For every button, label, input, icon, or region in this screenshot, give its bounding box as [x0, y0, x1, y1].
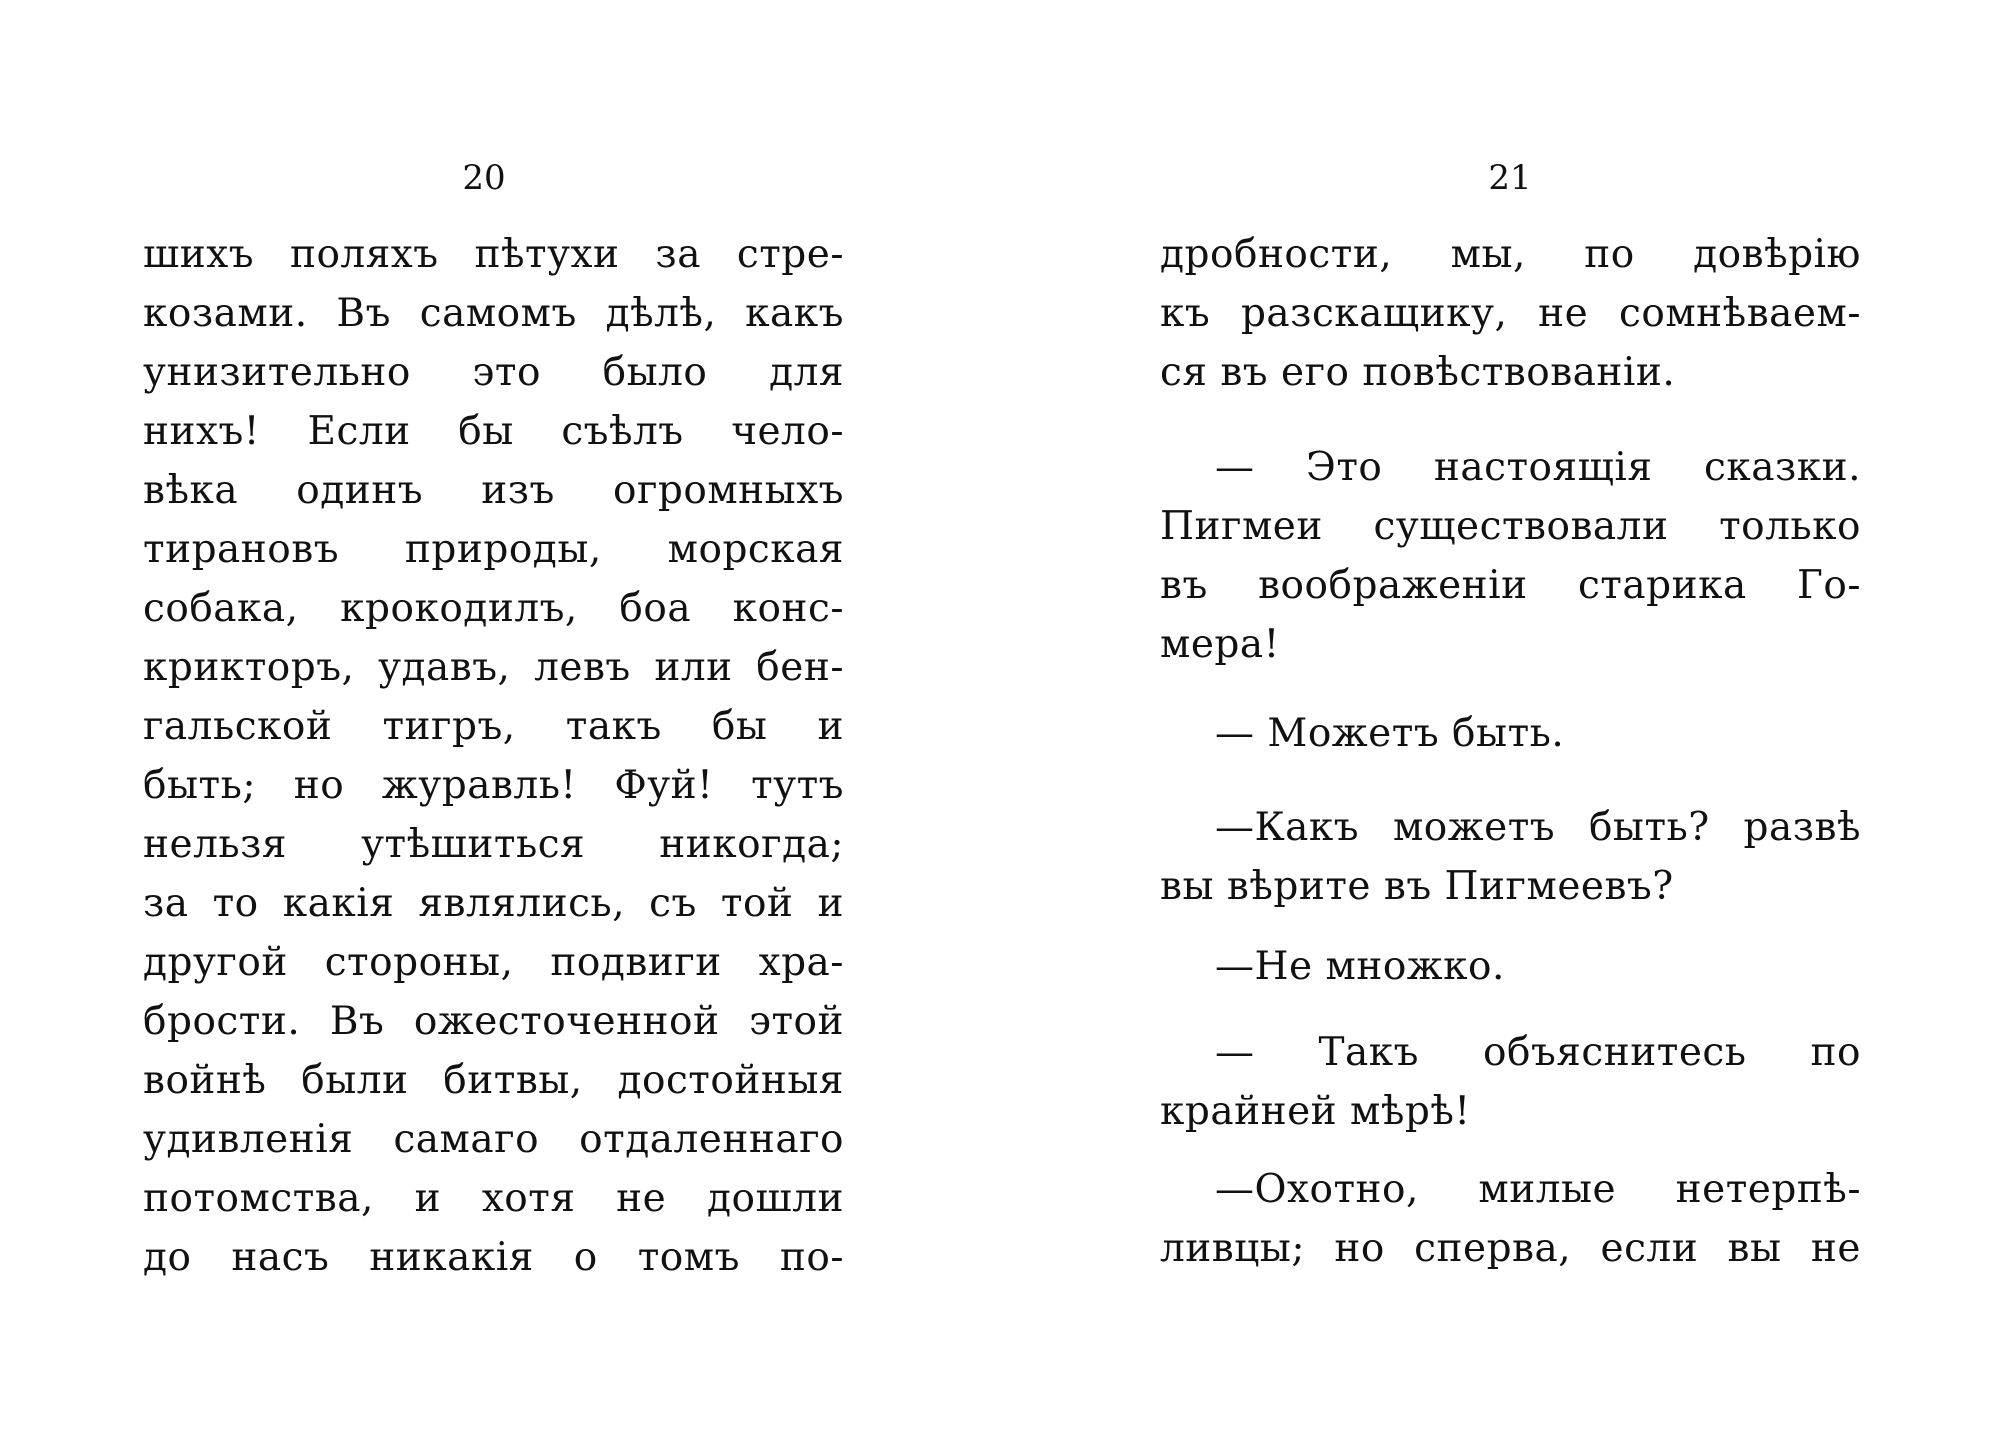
text-line: къ разскащику, не сомнѣваем- [1160, 291, 1861, 336]
text-line: гальской тигръ, такъ бы и [143, 704, 844, 749]
text-line: вѣка одинъ изъ огромныхъ [143, 468, 844, 513]
text-line: мера! [1160, 622, 1280, 667]
text-line: — Это настоящія сказки. [1215, 445, 1861, 490]
text-line: до насъ никакія о томъ по- [143, 1235, 844, 1280]
text-line: крайней мѣрѣ! [1160, 1089, 1471, 1134]
text-line: —Охотно, милые нетерпѣ- [1215, 1167, 1861, 1212]
text-line: въ воображеніи старика Го- [1160, 563, 1861, 608]
text-line: ливцы; но сперва, если вы не [1160, 1226, 1861, 1271]
text-line: тирановъ природы, морская [143, 527, 844, 572]
text-line: —Не множко. [1215, 944, 1505, 989]
text-line: козами. Въ самомъ дѣлѣ, какъ [143, 291, 844, 336]
right-page [1000, 0, 2000, 1439]
text-line: дробности, мы, по довѣрію [1160, 232, 1861, 277]
text-line: —Какъ можетъ быть? развѣ [1215, 805, 1861, 850]
text-line: ся въ его повѣствованіи. [1160, 350, 1676, 395]
text-line: крикторъ, удавъ, левъ или бен- [143, 645, 844, 690]
page-number-left: 20 [462, 158, 506, 198]
text-line: другой стороны, подвиги хра- [143, 940, 844, 985]
text-line: удивленія самаго отдаленнаго [143, 1117, 844, 1162]
text-line: нельзя утѣшиться никогда; [143, 822, 844, 867]
text-line: войнѣ были битвы, достойныя [143, 1058, 844, 1103]
text-line: нихъ! Если бы съѣлъ чело- [143, 409, 844, 454]
text-line: унизительно это было для [143, 350, 844, 395]
text-line: — Такъ объяснитесь по [1215, 1030, 1861, 1075]
text-line: собака, крокодилъ, боа конс- [143, 586, 844, 631]
text-line: Пигмеи существовали только [1160, 504, 1861, 549]
text-line: потомства, и хотя не дошли [143, 1176, 844, 1221]
text-line: — Можетъ быть. [1215, 711, 1565, 756]
text-line: быть; но журавль! Фуй! тутъ [143, 763, 844, 808]
text-line: за то какія являлись, съ той и [143, 881, 844, 926]
text-line: вы вѣрите въ Пигмеевъ? [1160, 864, 1674, 909]
page-number-right: 21 [1488, 158, 1532, 198]
text-line: брости. Въ ожесточенной этой [143, 999, 844, 1044]
text-line: шихъ поляхъ пѣтухи за стре- [143, 232, 844, 277]
